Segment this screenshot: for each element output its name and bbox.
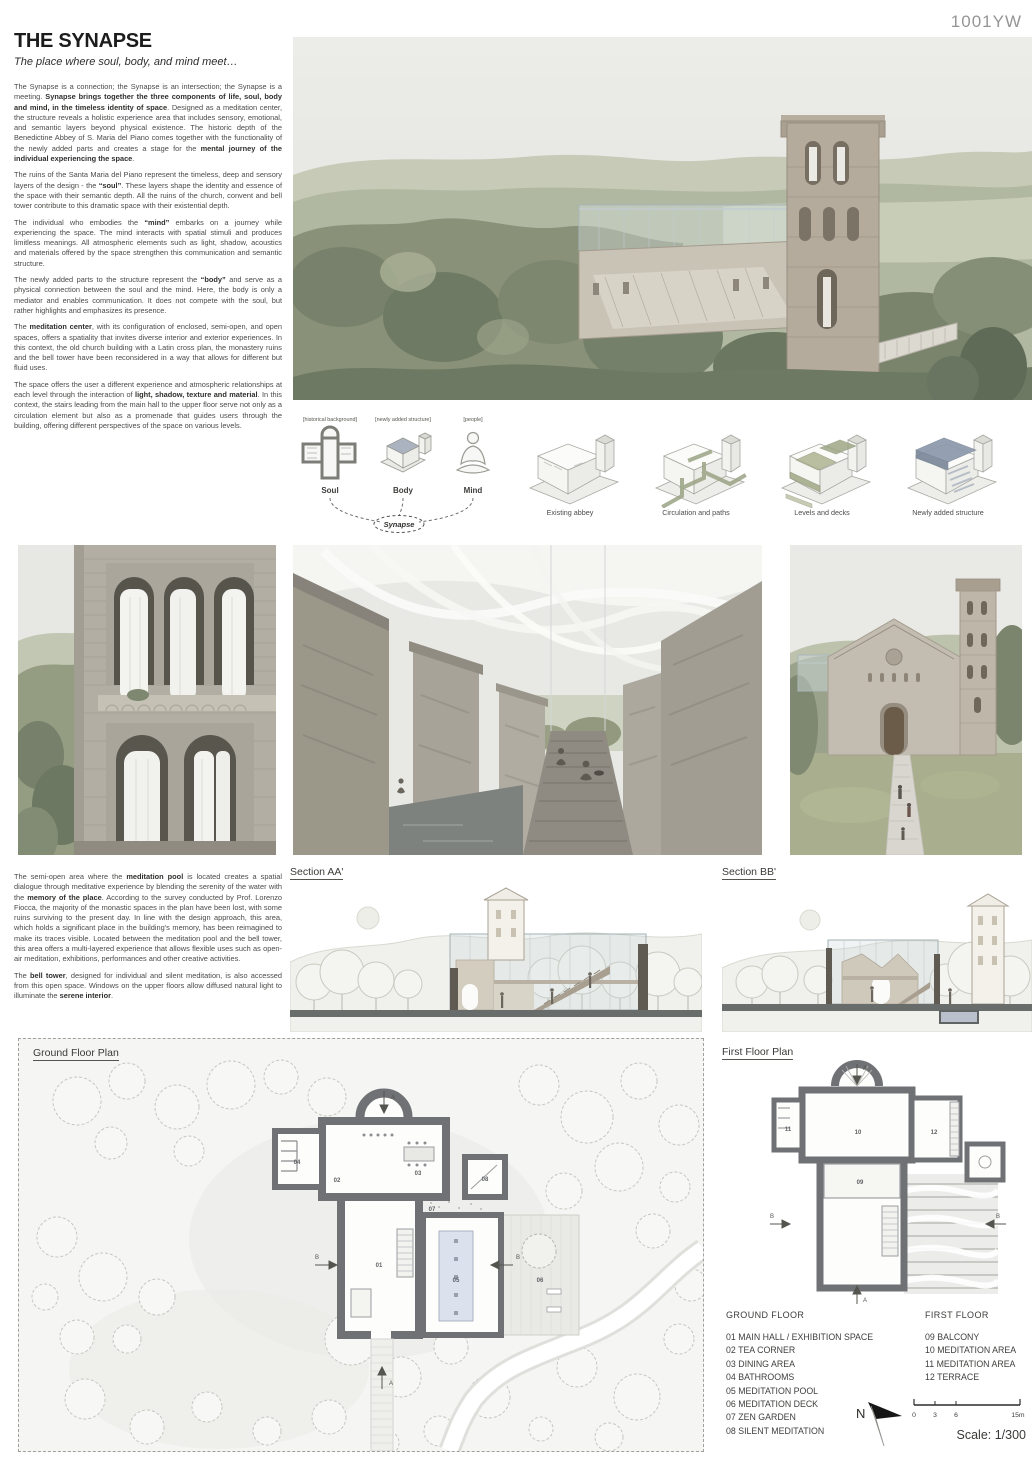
- base-shadow: [74, 841, 276, 855]
- synapse-connectors: [330, 498, 473, 522]
- section-aa-svg: [290, 884, 702, 1032]
- legend-item-01: 01 MAIN HALL / EXHIBITION SPACE: [726, 1332, 874, 1342]
- north-label: N: [856, 1406, 866, 1421]
- scale-tick-6: 6: [954, 1412, 958, 1419]
- scale-tick-3: 3: [933, 1412, 937, 1419]
- axon-caption-newly-added: Newly added structure: [912, 508, 984, 517]
- axon-drawing-newly-added: [886, 414, 1010, 508]
- bell-tower-facade: [956, 579, 1000, 755]
- marker-a-top: A: [391, 1095, 396, 1101]
- scale-label: Scale: 1/300: [956, 1428, 1026, 1442]
- room-02: 02: [333, 1178, 341, 1184]
- axon-drawing-levels: [760, 414, 884, 508]
- section-aa-title: Section AA': [290, 866, 344, 878]
- sun: [357, 907, 379, 929]
- room-06: 06: [536, 1278, 544, 1284]
- marker-a-top: A: [863, 1066, 868, 1072]
- title-block: [14, 30, 238, 68]
- marker-b-right: B: [516, 1255, 521, 1261]
- room-12: 12: [930, 1130, 938, 1136]
- mind-label: Mind: [463, 486, 483, 495]
- first-plan-svg: [762, 1056, 1014, 1308]
- ground-plan-drawing: [19, 1039, 703, 1451]
- axon-caption-levels: Levels and decks: [794, 508, 850, 517]
- marker-b-left: B: [315, 1255, 320, 1261]
- axon-icon: [381, 433, 431, 472]
- poster-subtitle: The place where soul, body, and mind meet…: [14, 56, 238, 68]
- room-01: 01: [375, 1263, 383, 1269]
- section-bb-drawing: [722, 884, 1032, 1032]
- intro-paragraph: The space offers the user a different experience and atmospheric relationships at each level through the interaction of light, shadow, texture and material. In this context, the stairs leading from the main hall to the upper floor serve not only as a circulation element but also as a promenade that guides users through the building, offering different perspectives of the space on various levels.: [14, 379, 282, 430]
- entry-code: 1001YW: [950, 12, 1022, 31]
- legend-item-12: 12 TERRACE: [925, 1372, 980, 1383]
- scale-tick-0: 0: [912, 1412, 916, 1419]
- render-arches-curtains: [18, 545, 276, 855]
- section-bb-svg: [722, 884, 1032, 1032]
- intro-text-column: [14, 82, 282, 437]
- legend-ground-header: GROUND FLOOR: [726, 1310, 805, 1320]
- concept-diagram-drawing: [293, 412, 517, 536]
- room-09: 09: [856, 1180, 864, 1186]
- concept-label-added: [newly added structure]: [375, 417, 431, 423]
- axon-newly-added: [886, 414, 1010, 517]
- marker-b-left: B: [770, 1214, 775, 1220]
- intro-paragraph: The Synapse is a connection; the Synapse is an intersection; the Synapse is a meeting. Synapse brings together the three components of life, soul, body and mind, in the timeless identity of space. Designed as a meditation center, the structure reveals a holistic experience area that includes sensory, emotional, and semantic layers beyond physical existence. The historic depth of the Benedictine Abbey of S. Maria del Piano comes together with the functionality of the newly added parts and creates a stage for the mental journey of the individual experiencing the space.: [14, 82, 282, 164]
- intro-paragraph: The newly added parts to the structure represent the “body” and serve as a physical connection between the soul and the mind. Here, the body is only a mediator and enables communication. It does not compete with the soul, but rather highlights and emphasizes its presence.: [14, 275, 282, 315]
- render-arches-drawing: [18, 545, 276, 855]
- render-abbey-facade: [790, 545, 1022, 855]
- legend-item-06: 06 MEDITATION DECK: [726, 1399, 819, 1410]
- room-11: 11: [784, 1127, 792, 1133]
- bell-tower: [781, 115, 885, 393]
- lower-arcade: [106, 723, 254, 855]
- legend-item-11: 11 MEDITATION AREA: [925, 1358, 1016, 1369]
- legend-item-09: 09 BALCONY: [925, 1332, 980, 1342]
- ground-line: [722, 1004, 1032, 1011]
- synapse-hub: Synapse: [383, 520, 415, 529]
- render-pool-drawing: [293, 545, 762, 855]
- axon-drawing-circulation: [634, 414, 758, 508]
- axon-circulation: [634, 414, 758, 517]
- intro-paragraph: The individual who embodies the “mind” embarks on a journey while experiencing the space. The mind interacts with spatial stimuli and produces limitless meanings. All atmospheric elements such as light, shadow, acoustics and materials offered by the space strengthen this communication and semantic structure.: [14, 217, 282, 268]
- legend-item-03: 03 DINING AREA: [726, 1358, 795, 1369]
- axon-caption-existing: Existing abbey: [546, 508, 594, 517]
- soul-label: Soul: [321, 486, 339, 495]
- legend-first-header: FIRST FLOOR: [925, 1310, 989, 1320]
- plan-icon: [303, 427, 355, 478]
- legend-item-04: 04 BATHROOMS: [726, 1372, 795, 1383]
- marker-b-right: B: [996, 1214, 1001, 1220]
- section-aa-drawing: [290, 884, 702, 1032]
- concept-label-historical: [historical background]: [303, 417, 357, 423]
- body-label: Body: [393, 486, 413, 495]
- concept-label-people: [people]: [463, 417, 483, 423]
- room-05: 05: [452, 1278, 460, 1284]
- intro-paragraph: The ruins of the Santa Maria del Piano represent the timeless, deep and sensory layers of the design - the “soul”. These layers shape the identity and essence of the space with their semantic depth. All the ruins of the church, convent and bell tower contribute to this dramatic space with their existential depth.: [14, 170, 282, 211]
- axon-caption-circulation: Circulation and paths: [662, 508, 730, 517]
- concept-diagram: [293, 412, 517, 536]
- ground-plan-frame: [18, 1038, 704, 1452]
- north-arrow: [854, 1392, 906, 1448]
- legend-item-05: 05 MEDITATION POOL: [726, 1385, 819, 1396]
- hero-photo-illustration: [293, 37, 1032, 400]
- axon-drawing-existing: [508, 414, 632, 508]
- room-04: 04: [293, 1160, 301, 1166]
- fabric-ruins-hatch: [904, 1174, 1001, 1294]
- ground-plan-title: Ground Floor Plan: [33, 1047, 119, 1059]
- axon-existing-abbey: [508, 414, 632, 517]
- meditation-pool-pit: [940, 1011, 978, 1023]
- room-07: 07: [428, 1207, 436, 1213]
- render-meditation-pool: [293, 545, 762, 855]
- building-cut: [826, 894, 1008, 1004]
- poster-title: THE SYNAPSE: [14, 30, 152, 52]
- legend-item-10: 10 MEDITATION AREA: [925, 1345, 1017, 1356]
- legend-item-07: 07 ZEN GARDEN: [726, 1412, 796, 1423]
- marker-a-bottom: A: [389, 1381, 394, 1387]
- legend-item-08: 08 SILENT MEDITATION: [726, 1425, 825, 1436]
- axon-levels: [760, 414, 884, 517]
- render-facade-drawing: [790, 545, 1022, 855]
- upper-arcade: [106, 563, 254, 701]
- meditating-person-icon: [457, 433, 489, 474]
- north-arrow-icon: [854, 1392, 906, 1448]
- first-plan-drawing: [762, 1056, 1014, 1308]
- legend-first-column: [925, 1310, 1030, 1385]
- intro-paragraph: The meditation center, with its configuration of enclosed, semi-open, and open spaces, offers a spatiality that invites diverse interior and exterior experiences. In this context, the old church building with a Latin cross plan, the monastery ruins and the bell tower have been reconsidered in a way that allows for different but fluid uses.: [14, 322, 283, 373]
- ground-line: [290, 1010, 702, 1017]
- room-03: 03: [414, 1171, 422, 1177]
- room-10: 10: [854, 1130, 862, 1136]
- marker-a-bottom: A: [863, 1298, 868, 1304]
- first-plan-title: First Floor Plan: [722, 1046, 794, 1058]
- lower-paragraph: The bell tower, designed for individual and silent meditation, is also accessed from this open space. Windows on the upper floors allow diffused natural light to illuminate the serene interior.: [14, 970, 283, 1001]
- abbey-church-body: [579, 241, 801, 339]
- lower-text-column: [14, 872, 282, 1008]
- scale-bar: [910, 1396, 1030, 1424]
- legend-item-02: 02 TEA CORNER: [726, 1345, 796, 1356]
- scale-tick-15m: 15m: [1011, 1412, 1025, 1419]
- building-cut: [450, 888, 648, 1010]
- scale-bar-svg: [910, 1396, 1030, 1424]
- room-08: 08: [481, 1177, 489, 1183]
- sun: [800, 910, 820, 930]
- glass-cube: [798, 655, 830, 691]
- section-bb-title: Section BB': [722, 866, 776, 878]
- lower-paragraph: The semi-open area where the meditation pool is located creates a spatial dialogue through meditative experience by blending the serenity of the water with the memory of the place. According to the survey conducted by Prof. Lorenzo Fiocca, the majority of the monastic spaces in the plan have been lost, with some ruins surviving to the present day. In line with the design approach, this area, which holds a significant place in the building's memory, has been reimagined to make its traces visible. Located between the meditation pool and the bell tower, this area offers a multi-layered experience that allows flexible uses such as open-air meditation, exhibitions, performances and other creative activities.: [14, 872, 283, 964]
- hero-photo-abbey: [293, 37, 1032, 400]
